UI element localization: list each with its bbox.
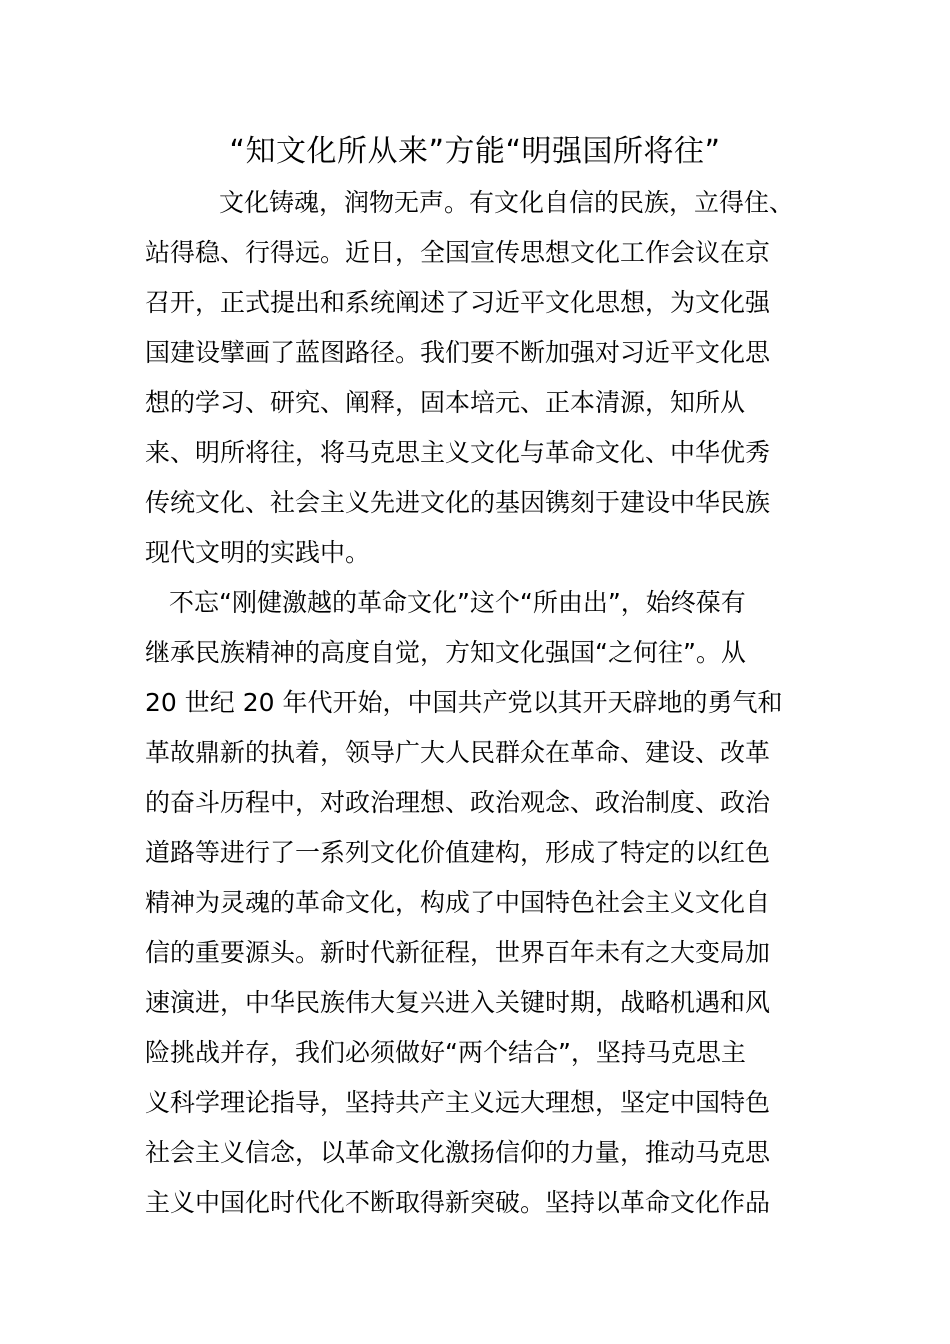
paragraph-line: 召开，正式提出和系统阐述了习近平文化思想，为文化强: [145, 288, 771, 317]
paragraph-line: 速演进，中华民族伟大复兴进入关键时期，战略机遇和风: [145, 988, 771, 1017]
paragraph-line: 国建设擘画了蓝图路径。我们要不断加强对习近平文化思: [145, 338, 771, 367]
paragraph-2: [145, 578, 810, 1228]
paragraph-line: 传统文化、社会主义先进文化的基因镌刻于建设中华民族: [145, 488, 771, 517]
paragraph-line: 义科学理论指导，坚持共产主义远大理想，坚定中国特色: [145, 1088, 771, 1117]
paragraph-1: [145, 178, 810, 578]
paragraph-line: 站得稳、行得远。近日，全国宣传思想文化工作会议在京: [145, 238, 771, 267]
paragraph-line: 的奋斗历程中，对政治理想、政治观念、政治制度、政治: [145, 788, 771, 817]
paragraph-line: 20 世纪 20 年代开始，中国共产党以其开天辟地的勇气和: [145, 688, 783, 717]
paragraph-line: 险挑战并存，我们必须做好“两个结合”，坚持马克思主: [145, 1038, 746, 1067]
paragraph-line: 主义中国化时代化不断取得新突破。坚持以革命文化作品: [145, 1188, 771, 1217]
document-body: [145, 178, 810, 1228]
document-title: “知文化所从来”方能“明强国所将往”: [229, 134, 721, 169]
paragraph-line: 想的学习、研究、阐释，固本培元、正本清源，知所从: [145, 388, 746, 417]
paragraph-line: 来、明所将往，将马克思主义文化与革命文化、中华优秀: [145, 438, 771, 467]
paragraph-line: 不忘“刚健激越的革命文化”这个“所由出”，始终葆有: [169, 588, 746, 617]
paragraph-line: 革故鼎新的执着，领导广大人民群众在革命、建设、改革: [145, 738, 771, 767]
paragraph-line: 文化铸魂，润物无声。有文化自信的民族，立得住、: [219, 188, 795, 217]
paragraph-line: 社会主义信念，以革命文化激扬信仰的力量，推动马克思: [145, 1138, 771, 1167]
paragraph-line: 信的重要源头。新时代新征程，世界百年未有之大变局加: [145, 938, 771, 967]
paragraph-line: 道路等进行了一系列文化价值建构，形成了特定的以红色: [145, 838, 771, 867]
paragraph-line: 现代文明的实践中。: [145, 538, 371, 567]
paragraph-line: 精神为灵魂的革命文化，构成了中国特色社会主义文化自: [145, 888, 771, 917]
paragraph-line: 继承民族精神的高度自觉，方知文化强国“之何往”。从: [145, 638, 746, 667]
